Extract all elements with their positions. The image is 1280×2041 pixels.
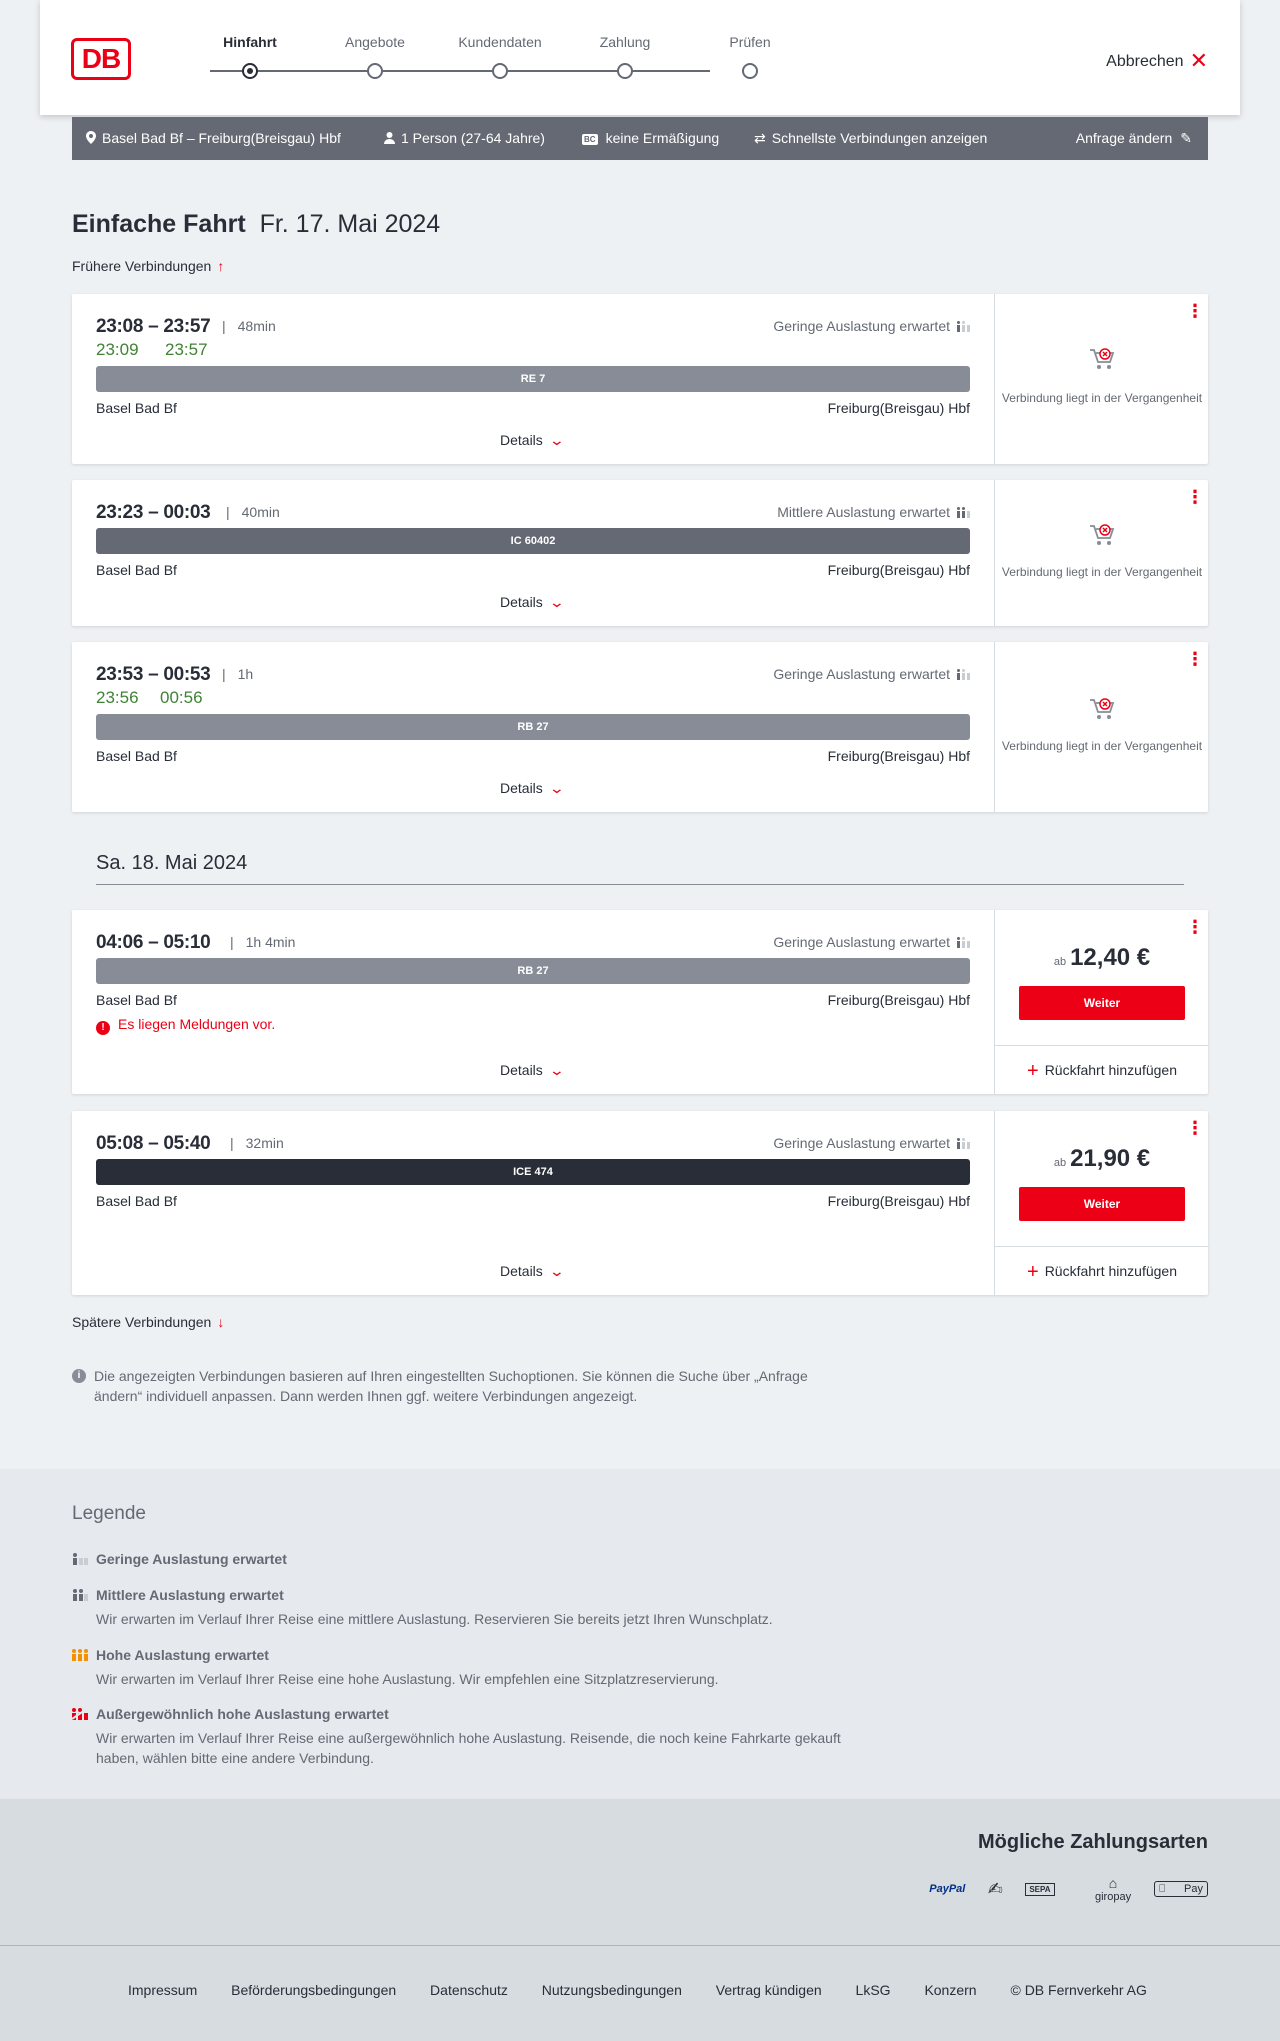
db-logo[interactable]: DB bbox=[71, 38, 131, 80]
paypal-icon: PayPal bbox=[929, 1883, 966, 1895]
step-dot bbox=[367, 63, 383, 79]
footer-link-datenschutz[interactable]: Datenschutz bbox=[430, 1982, 508, 1998]
details-toggle[interactable]: Details ⌄ bbox=[500, 432, 565, 448]
connection-duration: | 1h bbox=[222, 666, 254, 682]
plus-icon: + bbox=[1027, 1060, 1039, 1082]
day-separator-line bbox=[96, 884, 1184, 885]
info-icon: i bbox=[72, 1369, 86, 1383]
query-summary-bar bbox=[72, 117, 1208, 160]
plus-icon: + bbox=[1027, 1261, 1039, 1283]
chevron-down-icon: ⌄ bbox=[548, 780, 565, 796]
footer-link-konzern[interactable]: Konzern bbox=[924, 1982, 977, 1998]
past-connection-note: Verbindung liegt in der Vergangenheit bbox=[1001, 565, 1203, 579]
connection-time: 23:08 – 23:57 bbox=[96, 316, 211, 337]
giropay-icon: ⌂ giropay bbox=[1095, 1875, 1132, 1903]
load-indicator: Geringe Auslastung erwartet bbox=[773, 934, 970, 950]
realtime-departure: 23:56 bbox=[96, 688, 139, 707]
legend-item-high: Hohe Auslastung erwartet Wir erwarten im Verlauf Ihrer Reise eine hohe Auslastung. Wir empfehlen eine Sitzplatzreservierung. bbox=[72, 1647, 872, 1689]
step-dot bbox=[242, 63, 258, 79]
connection-card[interactable] bbox=[72, 1111, 1208, 1295]
high-load-icon bbox=[72, 1648, 88, 1661]
footer-link-impressum[interactable]: Impressum bbox=[128, 1982, 198, 1998]
offer-panel bbox=[994, 294, 1208, 464]
footer-link-nutzung[interactable]: Nutzungsbedingungen bbox=[541, 1982, 682, 1998]
connection-card[interactable] bbox=[72, 480, 1208, 626]
earlier-connections-link[interactable]: Frühere Verbindungen ↑ bbox=[72, 258, 225, 274]
add-return-button[interactable]: + Rückfahrt hinzufügen bbox=[995, 1246, 1209, 1295]
apple-pay-icon: Pay bbox=[1154, 1881, 1208, 1897]
step-pruefen: Prüfen bbox=[690, 34, 810, 50]
fastest-toggle[interactable]: ⇄ Schnellste Verbindungen anzeigen bbox=[754, 130, 988, 146]
destination-station: Freiburg(Breisgau) Hbf bbox=[827, 400, 970, 416]
footer-link-vertrag[interactable]: Vertrag kündigen bbox=[715, 1982, 822, 1998]
destination-station: Freiburg(Breisgau) Hbf bbox=[827, 992, 970, 1008]
stepper-line bbox=[210, 70, 710, 72]
step-zahlung: Zahlung bbox=[565, 34, 685, 50]
footer-copyright: © DB Fernverkehr AG bbox=[1010, 1982, 1147, 1998]
low-load-icon bbox=[956, 668, 970, 680]
connection-time: 04:06 – 05:10 bbox=[96, 932, 211, 953]
legend-item-very-high: Außergewöhnlich hohe Auslastung erwartet Wir erwarten im Verlauf Ihrer Reise eine außergewöhnlich hohe Auslastung. Reisende, die noch keine Fahrkarte gekauft haben, wählen bitte eine andere Verbindung. bbox=[72, 1706, 872, 1768]
cart-unavailable-icon bbox=[1088, 346, 1116, 372]
sepa-icon: SEPA bbox=[1025, 1883, 1054, 1896]
past-connection-note: Verbindung liegt in der Vergangenheit bbox=[1001, 391, 1203, 405]
step-dot bbox=[492, 63, 508, 79]
offer-panel bbox=[994, 1111, 1208, 1295]
connection-duration: | 1h 4min bbox=[230, 934, 296, 950]
add-return-button[interactable]: + Rückfahrt hinzufügen bbox=[995, 1045, 1209, 1094]
origin-station: Basel Bad Bf bbox=[96, 748, 177, 764]
origin-station: Basel Bad Bf bbox=[96, 562, 177, 578]
connection-time: 23:23 – 00:03 bbox=[96, 502, 211, 523]
more-options-icon[interactable]: ⋮ bbox=[1186, 301, 1204, 321]
discount-summary: BC keine Ermäßigung bbox=[584, 130, 720, 146]
connection-time: 05:08 – 05:40 bbox=[96, 1133, 211, 1154]
offer-panel bbox=[994, 480, 1208, 626]
train-bar: RE 7 bbox=[96, 366, 970, 392]
price: ab 21,90 € bbox=[1053, 1145, 1151, 1172]
connection-duration: | 32min bbox=[230, 1135, 284, 1151]
medium-load-icon bbox=[956, 506, 970, 518]
payment-section bbox=[0, 1799, 1280, 1945]
step-angebote: Angebote bbox=[315, 34, 435, 50]
alert-icon: ! bbox=[96, 1021, 110, 1035]
details-toggle[interactable]: Details ⌄ bbox=[500, 780, 565, 796]
chevron-down-icon: ⌄ bbox=[548, 594, 565, 610]
more-options-icon[interactable]: ⋮ bbox=[1186, 917, 1204, 937]
arrow-up-icon: ↑ bbox=[217, 258, 225, 274]
connection-duration: | 48min bbox=[222, 318, 276, 334]
load-indicator: Geringe Auslastung erwartet bbox=[773, 1135, 970, 1151]
page-title: Einfache Fahrt Fr. 17. Mai 2024 bbox=[72, 210, 441, 238]
connection-card[interactable] bbox=[72, 294, 1208, 464]
chevron-down-icon: ⌄ bbox=[548, 432, 565, 448]
footer-link-befoerderung[interactable]: Beförderungsbedingungen bbox=[231, 1982, 397, 1998]
realtime-arrival: 00:56 bbox=[160, 688, 203, 707]
continue-button[interactable]: Weiter bbox=[1019, 1187, 1185, 1221]
load-indicator: Geringe Auslastung erwartet bbox=[773, 318, 970, 334]
medium-load-icon bbox=[72, 1588, 88, 1601]
step-dot bbox=[617, 63, 633, 79]
origin-station: Basel Bad Bf bbox=[96, 400, 177, 416]
load-indicator: Mittlere Auslastung erwartet bbox=[777, 504, 970, 520]
payment-title: Mögliche Zahlungsarten bbox=[977, 1831, 1208, 1853]
footer-links bbox=[128, 1982, 1177, 1998]
train-bar: RB 27 bbox=[96, 714, 970, 740]
connection-time: 23:53 – 00:53 bbox=[96, 664, 211, 685]
step-hinfahrt: Hinfahrt bbox=[190, 34, 310, 50]
details-toggle[interactable]: Details ⌄ bbox=[500, 1062, 565, 1078]
connection-duration: | 40min bbox=[226, 504, 280, 520]
chevron-down-icon: ⌄ bbox=[548, 1263, 565, 1279]
persons-summary: 1 Person (27-64 Jahre) bbox=[384, 130, 545, 146]
details-toggle[interactable]: Details ⌄ bbox=[500, 1263, 565, 1279]
load-indicator: Geringe Auslastung erwartet bbox=[773, 666, 970, 682]
more-options-icon[interactable]: ⋮ bbox=[1186, 1118, 1204, 1138]
more-options-icon[interactable]: ⋮ bbox=[1186, 649, 1204, 669]
more-options-icon[interactable]: ⋮ bbox=[1186, 487, 1204, 507]
train-bar: ICE 474 bbox=[96, 1159, 970, 1185]
legend-item-low: Geringe Auslastung erwartet bbox=[72, 1551, 872, 1567]
legend-item-medium: Mittlere Auslastung erwartet Wir erwarten im Verlauf Ihrer Reise eine mittlere Auslastung. Reservieren Sie bereits jetzt Ihren Wunschplatz. bbox=[72, 1587, 872, 1629]
chevron-down-icon: ⌄ bbox=[548, 1062, 565, 1078]
offer-panel bbox=[994, 910, 1208, 1094]
cart-unavailable-icon bbox=[1088, 696, 1116, 722]
cancel-button[interactable]: Abbrechen ✕ bbox=[1106, 48, 1208, 73]
day-separator-label: Sa. 18. Mai 2024 bbox=[96, 852, 248, 874]
bahncard-icon: BC bbox=[584, 135, 596, 144]
destination-station: Freiburg(Breisgau) Hbf bbox=[827, 562, 970, 578]
destination-station: Freiburg(Breisgau) Hbf bbox=[827, 748, 970, 764]
connection-card[interactable] bbox=[72, 910, 1208, 1094]
footer-link-lksg[interactable]: LkSG bbox=[855, 1982, 891, 1998]
destination-station: Freiburg(Breisgau) Hbf bbox=[827, 1193, 970, 1209]
low-load-icon bbox=[956, 1137, 970, 1149]
step-kundendaten: Kundendaten bbox=[440, 34, 560, 50]
arrow-down-icon: ↓ bbox=[217, 1314, 225, 1330]
low-load-icon bbox=[72, 1552, 88, 1565]
header bbox=[40, 0, 1240, 115]
change-query-button[interactable]: Anfrage ändern ✎ bbox=[1075, 130, 1192, 146]
realtime-arrival: 23:57 bbox=[165, 340, 208, 359]
realtime-departure: 23:09 bbox=[96, 340, 139, 359]
continue-button[interactable]: Weiter bbox=[1019, 986, 1185, 1020]
train-bar: RB 27 bbox=[96, 958, 970, 984]
search-info-note: i Die angezeigten Verbindungen basieren auf Ihren eingestellten Suchoptionen. Sie können die Suche über „Anfrage ändern“ individuell anpassen. Dann werden Ihnen ggf. weitere Verbindungen angezeigt. bbox=[72, 1366, 852, 1406]
origin-station: Basel Bad Bf bbox=[96, 1193, 177, 1209]
pencil-icon: ✎ bbox=[1180, 130, 1192, 146]
person-icon bbox=[384, 132, 395, 144]
connection-card[interactable] bbox=[72, 642, 1208, 812]
swap-icon: ⇄ bbox=[754, 130, 766, 146]
step-dot bbox=[742, 63, 758, 79]
legend-section bbox=[0, 1469, 1280, 1799]
location-pin-icon bbox=[86, 131, 96, 144]
payment-icons bbox=[911, 1875, 1208, 1903]
very-high-load-icon bbox=[72, 1707, 88, 1720]
past-connection-note: Verbindung liegt in der Vergangenheit bbox=[1001, 739, 1203, 753]
low-load-icon bbox=[956, 936, 970, 948]
price: ab 12,40 € bbox=[1053, 944, 1151, 971]
direct-debit-icon: ✍ bbox=[987, 1878, 1003, 1899]
offer-panel bbox=[994, 642, 1208, 812]
route-summary: Basel Bad Bf – Freiburg(Breisgau) Hbf bbox=[86, 130, 341, 146]
close-icon: ✕ bbox=[1189, 48, 1208, 73]
later-connections-link[interactable]: Spätere Verbindungen ↓ bbox=[72, 1314, 225, 1330]
disruption-message[interactable]: ! Es liegen Meldungen vor. bbox=[96, 1016, 275, 1035]
low-load-icon bbox=[956, 320, 970, 332]
train-bar: IC 60402 bbox=[96, 528, 970, 554]
details-toggle[interactable]: Details ⌄ bbox=[500, 594, 565, 610]
origin-station: Basel Bad Bf bbox=[96, 992, 177, 1008]
cart-unavailable-icon bbox=[1088, 522, 1116, 548]
legend-title: Legende bbox=[72, 1503, 146, 1524]
footer bbox=[0, 1945, 1280, 2041]
